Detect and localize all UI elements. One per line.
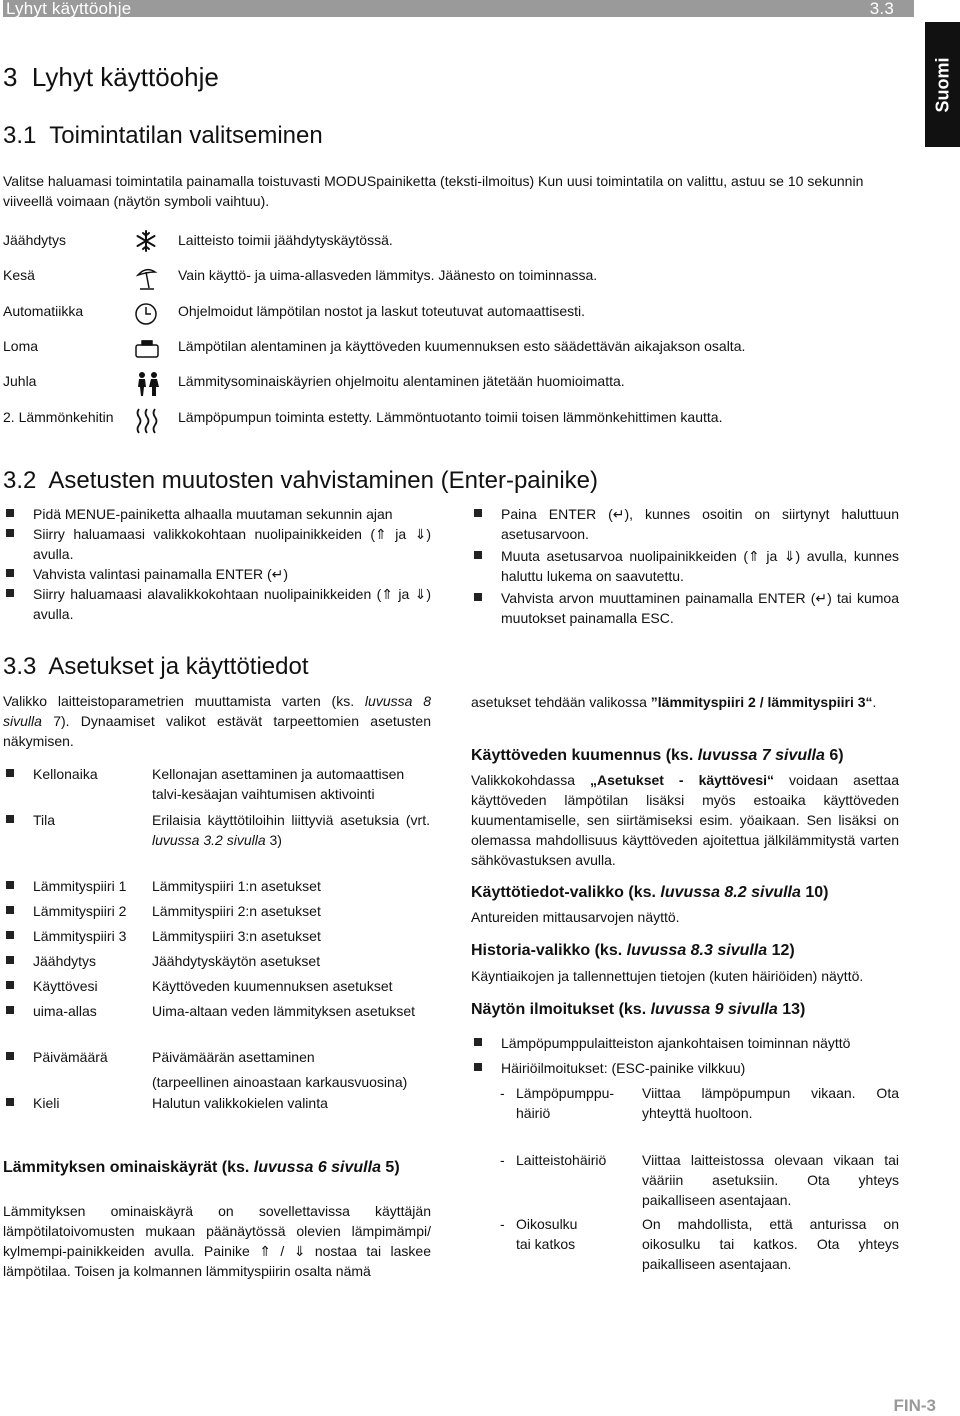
menu-item-desc: Käyttöveden kuumennuksen asetukset [152,978,393,994]
snowflake-icon [134,229,158,253]
mode-description: Lämmitysominaiskäyrien ohjelmoitu alentaminen jätetään huomioimatta. [178,373,625,389]
suitcase-icon [134,336,158,360]
subtitle-reference: luvussa 9 sivulla [650,1001,778,1018]
paragraph-text: Valikkokohdassa [471,772,591,788]
history-title [471,942,795,960]
fault-desc: Viittaa laitteistossa olevaan vikaan tai vääriin asetuksiin. Ota yhteys paikalliseen asentajaan. [642,1152,899,1208]
page-header [3,0,914,17]
fault-dash: - [500,1085,505,1101]
list-item: Paina ENTER (↵), kunnes osoitin on siirtynyt haluttuun asetusarvoon. [471,504,899,544]
fault-name: Laitteistohäiriö [516,1152,607,1168]
list-item: Häiriöilmoitukset: (ESC-painike vilkkuu) [471,1058,745,1078]
list-item: Pidä MENUE-painiketta alhaalla muutaman sekunnin ajan [3,504,431,524]
fault-dash: - [500,1152,505,1168]
header-number: 3.3 [869,0,894,18]
party-icon [134,370,158,394]
mode-name: 2. Lämmönkehitin [3,409,114,425]
heat-waves-icon [134,406,158,430]
section-3-3-title: 3.3 Asetukset ja käyttötiedot [3,653,309,680]
subtitle-text: 10) [800,884,829,901]
menu-item-desc [152,810,430,850]
mode-name: Automatiikka [3,303,84,319]
heating-curves-text: Lämmityksen ominaiskäyrä on sovellettavissa käyttäjän lämpötilatoivomusten mukaan päänäytössä olevien lämpimämpi/ kylmempi-painikkeiden avulla. Painike ⇑ / ⇓ nostaa tai laskee lämpötilaa. Toisen ja kolmannen lämmityspiirin osalta nämä [3,1203,431,1279]
enter-steps-left [3,504,431,624]
section-3-1-title: 3.1 Toimintatilan valitseminen [3,122,323,149]
subtitle-text: 13) [777,1001,806,1018]
mode-description: Lämpöpumpun toiminta estetty. Lämmöntuotanto toimii toisen lämmönkehittimen kautta. [178,409,723,425]
list-item: Lämpöpumppulaitteiston ajankohtaisen toiminnan näyttö [471,1033,850,1053]
paragraph-text: asetukset tehdään valikossa [471,694,651,710]
subtitle-reference: luvussa 7 sivulla [697,747,825,764]
menu-item-name: uima-allas [3,1001,97,1021]
umbrella-icon [134,266,158,290]
menu-item-name: Lämmityspiiri 2 [3,901,126,921]
intro-text: Valikko laitteistoparametrien muuttamista varten (ks. [3,693,365,709]
mode-name: Kesä [3,267,35,283]
fault-desc: Viittaa lämpöpumpun vikaan. Ota yhteyttä huoltoon. [642,1085,899,1121]
section-3-3-intro [3,691,431,751]
paragraph-text: . [872,694,877,710]
operating-data-title [471,884,828,902]
menu-item-name: Jäähdytys [3,951,96,971]
language-tab-label: Suomi [932,56,952,113]
paragraph-emphasis: „Asetukset - käyttövesi“ [590,772,775,788]
enter-steps-right [471,504,899,628]
fault-name: Oikosulku tai katkos [516,1216,578,1252]
clock-icon [134,302,158,326]
display-messages-title [471,1001,805,1019]
menu-item-name: Kellonaika [3,764,98,784]
subtitle-text: Käyttötiedot-valikko (ks. [471,884,661,901]
mode-name: Jäähdytys [3,232,67,248]
fault-name: Lämpöpumppu- häiriö [516,1085,615,1121]
intro-text: 7). Dynaamiset valikot estävät tarpeettomien asetusten näkymisen. [3,713,431,749]
subtitle-text: Historia-valikko (ks. [471,942,627,959]
heating-circuit-continuation [471,692,899,712]
menu-item-desc: Lämmityspiiri 3:n asetukset [152,928,321,944]
menu-item-name: Lämmityspiiri 3 [3,926,126,946]
mode-description: Laitteisto toimii jäähdytyskäytössä. [178,232,393,248]
hot-water-title [471,747,844,765]
mode-name: Loma [3,338,39,354]
menu-item-desc: Lämmityspiiri 1:n asetukset [152,878,321,894]
menu-item-desc: Lämmityspiiri 2:n asetukset [152,903,321,919]
list-item: Muuta asetusarvoa nuolipainikkeiden (⇑ ja ⇓) avulla, kunnes haluttu lukema on saavutettu. [471,546,899,586]
subtitle-text: Näytön ilmoitukset (ks. [471,1001,651,1018]
mode-description: Ohjelmoidut lämpötilan nostot ja laskut toteutuvat automaattisesti. [178,303,585,319]
list-item: Vahvista arvon muuttaminen painamalla ENTER (↵) tai kumoa muutokset painamalla ESC. [471,588,899,628]
mode-description: Lämpötilan alentaminen ja käyttöveden kuumennuksen esto säädettävän aikajakson osalta. [178,338,746,354]
intro-reference: luvussa 8 sivulla [3,693,431,729]
subtitle-text: 12) [767,942,795,959]
fault-desc: On mahdollista, että anturissa on oikosulku tai katkos. Ota yhteys paikalliseen asentajaan. [642,1216,899,1272]
menu-item-desc: Jäähdytyskäytön asetukset [152,953,321,969]
subtitle-reference: luvussa 8.2 sivulla [660,884,801,901]
menu-item-desc-text: Erilaisia käyttötiloihin liittyviä asetuksia (vrt. [152,812,430,828]
paragraph-emphasis: ”lämmityspiiri 2 / lämmityspiiri 3“ [650,694,873,710]
fault-dash: - [500,1216,505,1232]
menu-item-name: Päivämäärä [3,1047,108,1067]
list-item: Siirry haluamaasi valikkokohtaan nuolipainikkeiden (⇑ ja ⇓) avulla. [3,524,431,564]
list-item: Vahvista valintasi painamalla ENTER (↵) [3,564,431,584]
section-3-2-title: 3.2 Asetusten muutosten vahvistaminen (Enter-painike) [3,467,598,494]
menu-item-note: (tarpeellinen ainoastaan karkausvuosina) [152,1074,408,1090]
subtitle-text: Lämmityksen ominaiskäyrät (ks. [3,1159,254,1176]
subtitle-text: 6) [824,747,844,764]
header-title: Lyhyt käyttöohje [6,0,132,18]
menu-item-desc: Halutun valikkokielen valinta [152,1095,328,1111]
operating-data-text: Antureiden mittausarvojen näyttö. [471,909,680,925]
section-3-1-intro: Valitse haluamasi toimintatila painamalla toistuvasti MODUSpainiketta (teksti-ilmoitus) Kun uusi toimintatila on valittu, astuu se 10 sekunnin viiveellä voimaan (näytön symboli vaihtuu). [3,173,864,209]
language-tab [925,22,960,147]
chapter-title: 3 Lyhyt käyttöohje [3,62,219,92]
mode-name: Juhla [3,373,37,389]
hot-water-text [471,770,899,870]
menu-item-name: Käyttövesi [3,976,98,996]
menu-item-desc-text: 3) [265,832,282,848]
mode-description: Vain käyttö- ja uima-allasveden lämmitys. Jäänesto on toiminnassa. [178,267,598,283]
page-footer: FIN-3 [893,1396,936,1415]
heating-curves-title [3,1158,431,1178]
subtitle-reference: luvussa 8.3 sivulla [626,942,768,959]
menu-item-name: Lämmityspiiri 1 [3,876,126,896]
list-item: Siirry haluamaasi alavalikkokohtaan nuolipainikkeiden (⇑ ja ⇓) avulla. [3,584,431,624]
menu-item-desc: Uima-altaan veden lämmityksen asetukset [152,1003,416,1019]
history-text: Käyntiaikojen ja tallennettujen tietojen (kuten häiriöiden) näyttö. [471,968,864,984]
menu-item-desc: Kellonajan asettaminen ja automaattisen talvi-kesäajan vaihtumisen aktivointi [152,766,405,802]
menu-item-name: Tila [3,810,55,830]
subtitle-text: 5) [380,1159,400,1176]
subtitle-text: Käyttöveden kuumennus (ks. [471,747,698,764]
menu-item-reference: luvussa 3.2 sivulla [152,832,266,848]
menu-item-name: Kieli [3,1093,59,1113]
paragraph-text: voidaan asettaa käyttöveden lämpötilan lisäksi myös estoaika käyttöveden kuumentamiselle, sen siirtämiseksi esim. yöaikaan. Sen lisäksi on olemassa mahdollisuus käyttöveden ajoitettua jälkilämmitystä varten sähkövastuksen avulla. [471,772,900,868]
subtitle-reference: luvussa 6 sivulla [253,1159,381,1176]
menu-item-desc: Päivämäärän asettaminen [152,1049,315,1065]
